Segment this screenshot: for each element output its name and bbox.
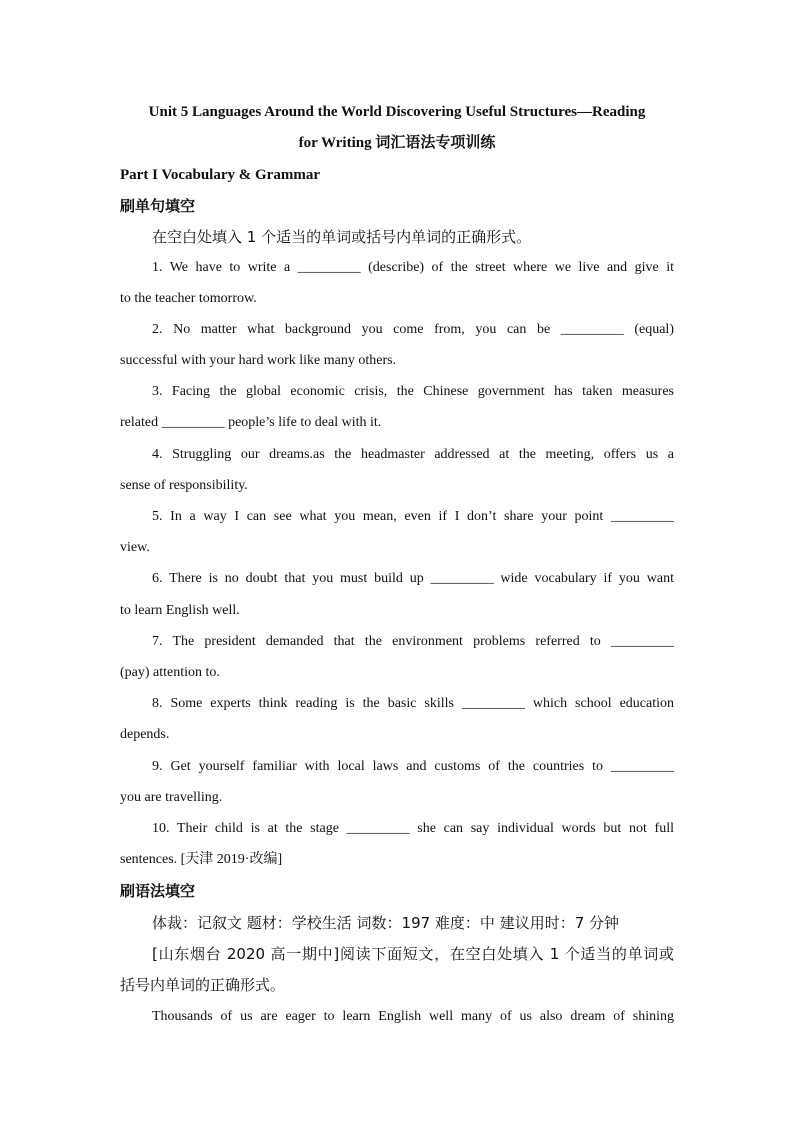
title-line-2: for Writing 词汇语法专项训练 [298,135,496,151]
question-6-line-1: 6. There is no doubt that you must build up _________ wide vocabulary if you want [152,571,674,586]
passage-meta: 体裁：记叙文 题材：学校生活 词数：197 难度：中 建议用时：7 分钟 [152,914,620,932]
question-2-line-1: 2. No matter what background you come from, you can be _________ (equal) [152,322,674,337]
section-heading-sentence-fill: 刷单句填空 [120,197,196,215]
question-3-line-1: 3. Facing the global economic crisis, the Chinese government has taken measures [152,384,674,399]
question-9-line-2: you are travelling. [120,790,223,805]
question-8-line-1: 8. Some experts think reading is the basic skills _________ which school education [152,696,674,711]
passage-text-line-1: Thousands of us are eager to learn English well many of us also dream of shining [152,1009,674,1024]
passage-intro-line-2: 括号内单词的正确形式。 [120,976,286,994]
question-4-line-1: 4. Struggling our dreams.as the headmaster addressed at the meeting, offers us a [152,447,674,462]
question-4-line-2: sense of responsibility. [120,478,248,493]
question-6-line-2: to learn English well. [120,603,240,618]
question-1-line-1: 1. We have to write a _________ (describe) of the street where we live and give it [152,260,674,275]
question-2-line-2: successful with your hard work like many others. [120,353,397,368]
section-heading-grammar-fill: 刷语法填空 [120,882,196,900]
section-instruction: 在空白处填入 1 个适当的单词或括号内单词的正确形式。 [152,228,532,246]
question-3-line-2: related _________ people’s life to deal with it. [120,415,382,430]
question-10-line-1: 10. Their child is at the stage _________ she can say individual words but not full [152,821,674,836]
question-8-line-2: depends. [120,727,170,742]
part-heading: Part I Vocabulary & Grammar [120,167,320,183]
question-5-line-1: 5. In a way I can see what you mean, even if I don’t share your point _________ [152,509,674,524]
question-10-line-2: sentences. [天津 2019·改编] [120,852,283,867]
question-9-line-1: 9. Get yourself familiar with local laws and customs of the countries to _________ [152,759,674,774]
question-7-line-2: (pay) attention to. [120,665,220,680]
title-line-1: Unit 5 Languages Around the World Discovering Useful Structures—Reading [148,104,646,120]
passage-intro-line-1: [山东烟台 2020 高一期中]阅读下面短文，在空白处填入 1 个适当的单词或 [152,945,674,963]
question-7-line-1: 7. The president demanded that the environment problems referred to _________ [152,634,674,649]
question-5-line-2: view. [120,540,150,555]
question-1-line-2: to the teacher tomorrow. [120,291,257,306]
